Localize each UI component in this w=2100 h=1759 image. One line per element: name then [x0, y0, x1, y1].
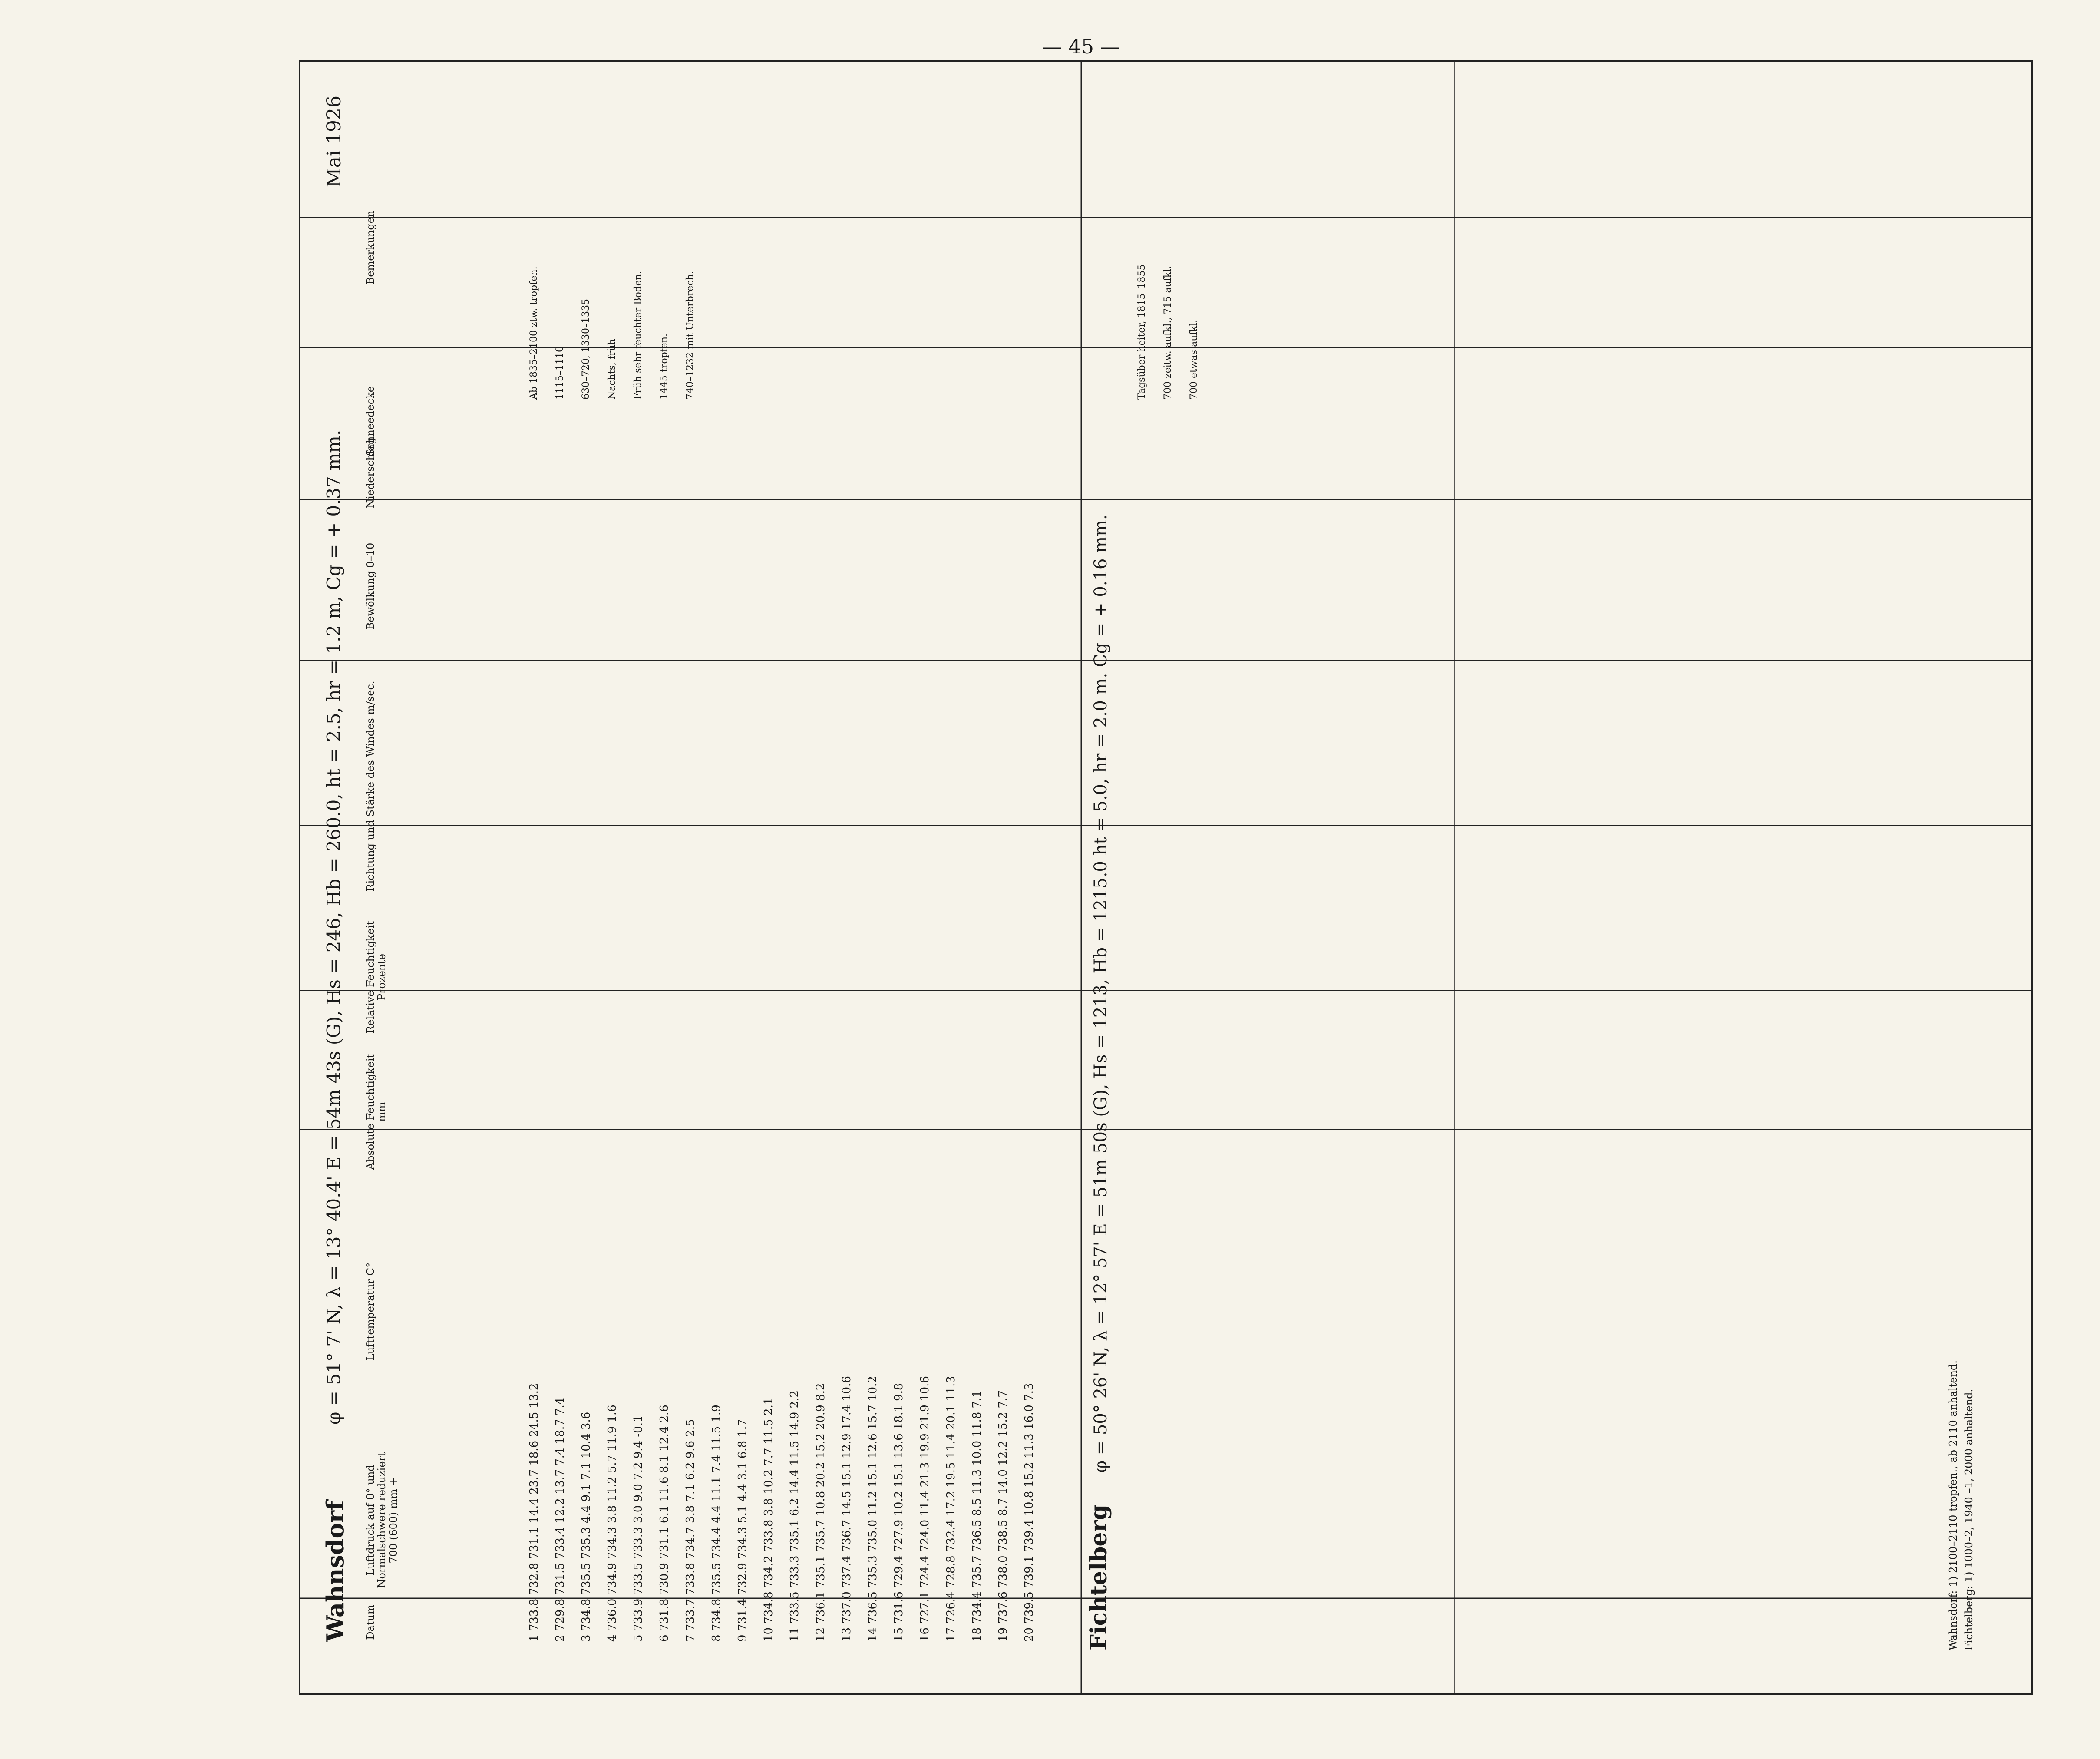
remark: Nachts, früh: [607, 339, 617, 400]
table-row: 6 731.8 730.9 731.1 6.1 11.6 8.1 12.4 2.6: [658, 1405, 671, 1642]
remark: 700 zeitw. aufkl., 715 aufkl.: [1162, 265, 1173, 400]
col-schnee: Schneedecke: [364, 386, 376, 456]
footnote: Wahnsdorf: 1) 2100–2110 tropfen., ab 2110 anhaltend.: [1947, 1360, 1959, 1650]
remark: 700 etwas aufkl.: [1189, 320, 1199, 400]
footnotes: [1945, 87, 1977, 1650]
table-row: 18 734.4 735.7 736.5 8.5 11.3 10.0 11.8 7.1: [971, 1390, 984, 1642]
remark: 1445 tropfen.: [659, 334, 670, 400]
table-row: 11 733.5 733.3 735.1 6.2 14.4 11.5 14.9 2.2: [788, 1390, 801, 1642]
footnote: Fichtelberg: 1) 1000–2, 1940 –1, 2000 anhaltend.: [1963, 1389, 1975, 1650]
station-name-2: Fichtelberg: [1086, 1504, 1112, 1650]
table-row: 1 733.8 732.8 731.1 14.4 23.7 18.6 24.5 13.2: [528, 1383, 541, 1642]
table-row: 15 731.6 729.4 727.9 10.2 15.1 13.6 18.1 9.8: [892, 1383, 905, 1642]
remarks-column: [521, 96, 703, 400]
table-row: 8 734.8 735.5 734.4 4.4 11.1 7.4 11.5 1.9: [710, 1405, 723, 1642]
col-wind: Richtung und Stärke des Windes m/sec.: [364, 681, 376, 892]
header-station-2: [1086, 87, 1112, 1650]
table-row: 16 727.1 724.4 724.0 11.4 21.3 19.9 21.9 10.6: [918, 1376, 931, 1642]
table-row: 17 726.4 728.8 732.4 17.2 19.5 11.4 20.1 11.3: [944, 1376, 958, 1642]
header-station-1: [304, 87, 356, 1650]
remark: Tagsüber heiter, 1815–1855: [1136, 264, 1147, 400]
remarks-column-2: [1129, 96, 1207, 400]
col-lufttemp: Lufttemperatur C°: [364, 1262, 376, 1361]
data-rows: [521, 512, 1042, 1642]
col-luftdruck: Luftdruck auf 0° und Normalschwere reduziert 700 (600) mm +: [364, 1452, 400, 1588]
station-name: Wahnsdorf: [321, 1500, 349, 1642]
col-bewoelkung: Bewölkung 0–10: [364, 542, 376, 630]
col-niederschlag: Niederschlag: [364, 437, 376, 508]
remark: Ab 1835–2100 ztw. tropfen.: [528, 266, 539, 400]
remark: 630–720, 1330–1335: [581, 299, 591, 400]
remark: Früh sehr feuchter Boden.: [633, 271, 644, 400]
table-row: 4 736.0 734.9 734.3 3.8 11.2 5.7 11.9 1.6: [606, 1405, 619, 1642]
table-row: 19 737.6 738.0 738.5 8.7 14.0 12.2 15.2 7.7: [997, 1390, 1010, 1642]
station-coords-2: φ = 50° 26' N, λ = 12° 57' E = 51m 50s (G), Hs = 1213, Hb = 1215.0 ht = 5.0, hr = 2.0 m. Cg = + 0.16 mm.: [1091, 514, 1111, 1473]
table-row: 12 736.1 735.1 735.7 10.8 20.2 15.2 20.9 8.2: [814, 1383, 827, 1642]
table-row: 7 733.7 733.8 734.7 3.8 7.1 6.2 9.6 2.5: [684, 1419, 697, 1642]
col-bemerkungen: Bemerkungen: [364, 210, 376, 285]
table-row: 14 736.5 735.3 735.0 11.2 15.1 12.6 15.7 10.2: [866, 1376, 879, 1642]
page-number: — 45 —: [1042, 35, 1120, 58]
remark: 1115–1110: [555, 346, 565, 400]
station-coords: φ = 51° 7' N, λ = 13° 40.4' E = 54m 43s (G), Hs = 246, Hb = 260.0, ht = 2.5, hr = 1.2 m, Cg = + 0.37 mm.: [323, 430, 344, 1425]
table-row: 13 737.0 737.4 736.7 14.5 15.1 12.9 17.4 10.6: [840, 1376, 853, 1642]
table-row: 9 731.4 732.9 734.3 5.1 4.4 3.1 6.8 1.7: [736, 1419, 749, 1642]
col-feucht-abs: Absolute Feuchtigkeit mm: [364, 1054, 388, 1170]
col-feucht-rel: Relative Feuchtigkeit Prozente: [364, 921, 388, 1034]
table-row: 2 729.8 731.5 733.4 12.2 13.7 7.4 18.7 7.4: [554, 1397, 567, 1642]
month-label: Mai 1926: [323, 96, 345, 188]
rotated-content: [304, 87, 2041, 1650]
table-row: 5 733.9 733.5 733.3 3.0 9.0 7.2 9.4 -0.1: [632, 1415, 645, 1642]
table-row: 10 734.8 734.2 733.8 3.8 10.2 7.7 11.5 2.1: [762, 1397, 775, 1642]
table-row: 20 739.5 739.1 739.4 10.8 15.2 11.3 16.0 7.3: [1023, 1383, 1036, 1642]
remark: 740–1232 mit Unterbrech.: [685, 271, 696, 400]
table-row: 3 734.8 735.5 735.3 4.4 9.1 7.1 10.4 3.6: [580, 1412, 593, 1642]
col-datum: Datum: [364, 1604, 376, 1640]
